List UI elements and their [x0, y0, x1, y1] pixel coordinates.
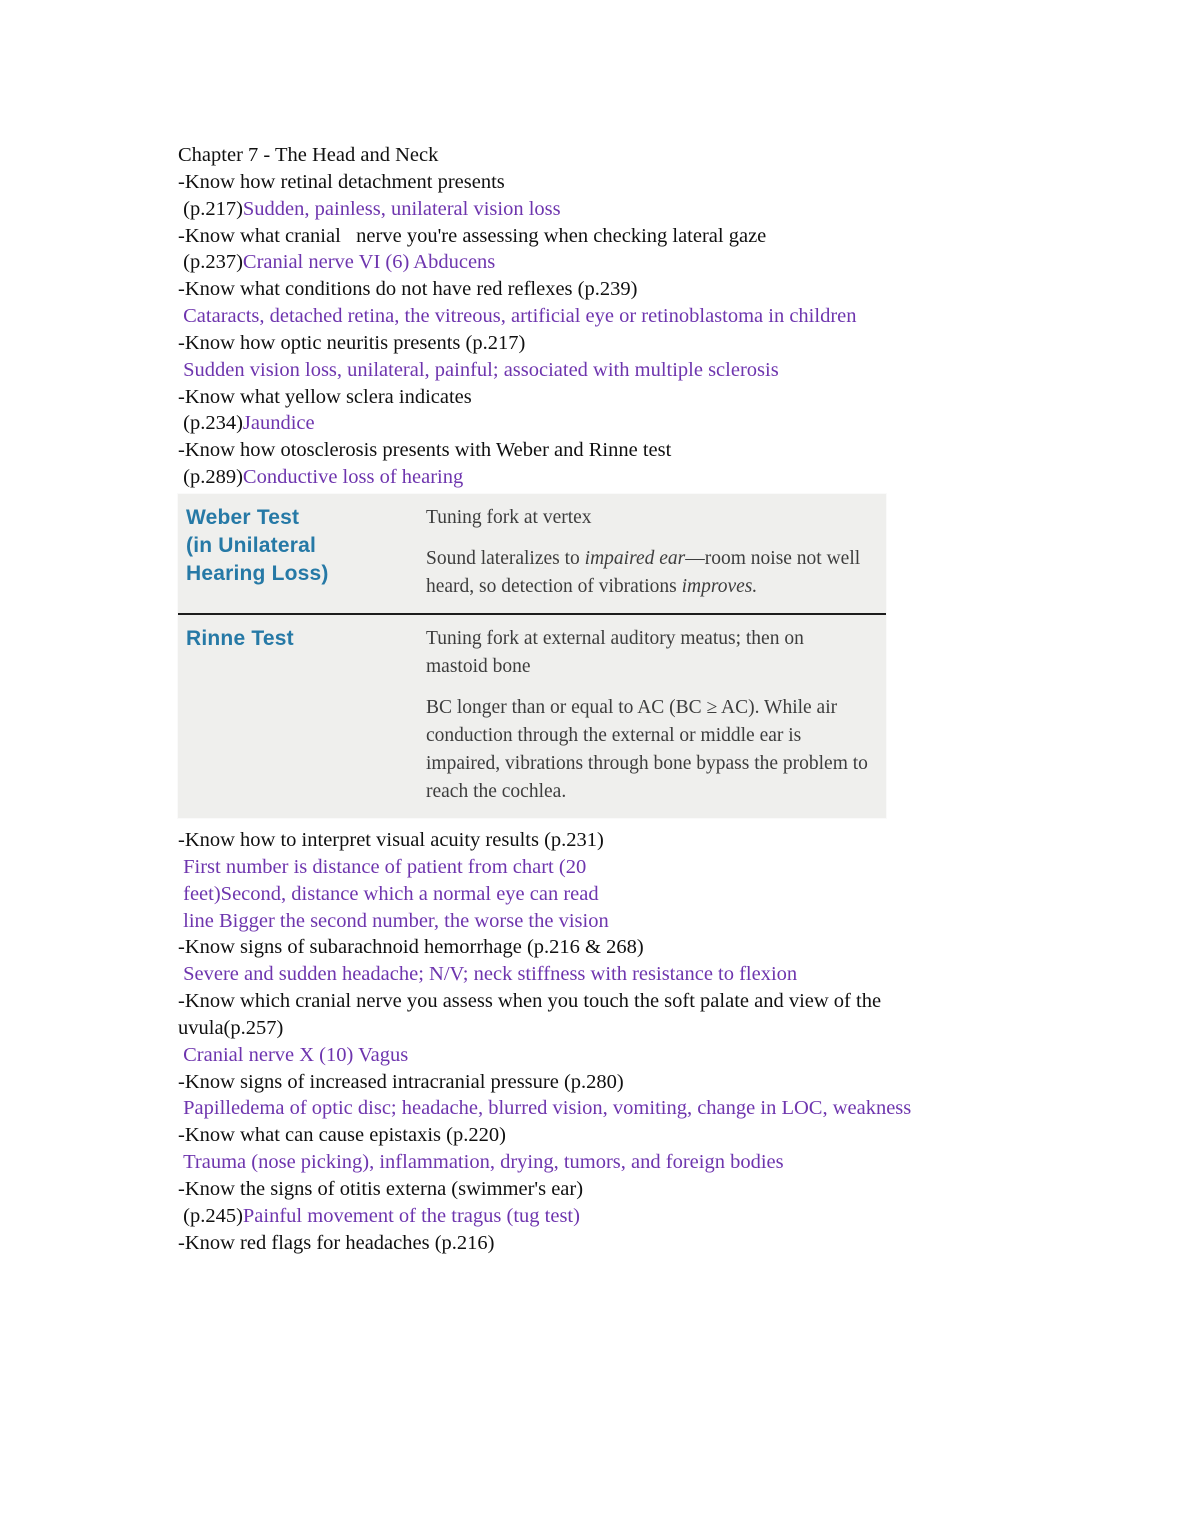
answer-line — [178, 1095, 1040, 1122]
rinne-test-heading — [186, 625, 426, 806]
question-line — [178, 827, 1040, 854]
question-text: -Know what conditions do not have red reflexes (p.239) — [178, 278, 638, 301]
question-text: -Know which cranial nerve you assess when you touch the soft palate and view of the — [178, 990, 882, 1013]
question-line — [178, 988, 1040, 1015]
answer-text: First number is distance of patient from chart (20 — [178, 855, 587, 878]
answer-text: Sudden, painless, unilateral vision loss — [242, 197, 561, 220]
answer-line — [178, 908, 1040, 935]
question-text: -Know how to interpret visual acuity results (p.231) — [178, 828, 604, 851]
question-line — [178, 934, 1040, 961]
weber-result-text — [426, 545, 870, 601]
answer-line — [178, 303, 1040, 330]
answer-line — [178, 961, 1040, 988]
question-text: (p.217) — [178, 197, 243, 220]
answer-text: Cataracts, detached retina, the vitreous, artificial eye or retinoblastoma in children — [178, 305, 857, 328]
question-text: (p.237) — [178, 251, 243, 274]
question-line — [178, 384, 1040, 411]
question-text: -Know signs of increased intracranial pressure (p.280) — [178, 1070, 624, 1093]
question-text: uvula(p.257) — [178, 1016, 284, 1039]
question-text: -Know red flags for headaches (p.216) — [178, 1231, 495, 1254]
question-line — [178, 330, 1040, 357]
answer-text: Papilledema of optic disc; headache, blurred vision, vomiting, change in LOC, weakness — [178, 1097, 912, 1120]
question-line — [178, 276, 1040, 303]
answer-text: Painful movement of the tragus (tug test) — [242, 1204, 580, 1227]
question-text: (p.245) — [178, 1204, 243, 1227]
answer-text: Conductive loss of hearing — [242, 466, 464, 489]
question-text: (p.234) — [178, 412, 243, 435]
weber-result-part: —room noise not well heard, so detection of vibrations — [426, 547, 861, 597]
answer-line — [178, 881, 1040, 908]
answer-line — [178, 1042, 1040, 1069]
weber-rinne-table-image — [178, 494, 886, 818]
rinne-result-text: BC longer than or equal to AC (BC ≥ AC). While air conduction through the external or middle ear is impaired, vibrations through bone bypass the problem to reach the cochlea. — [426, 696, 868, 802]
question-text: -Know how optic neuritis presents (p.217) — [178, 331, 526, 354]
notes-section-bottom — [178, 827, 1040, 1257]
weber-result-part-italic: impaired ear — [584, 547, 686, 569]
question-text: -Know signs of subarachnoid hemorrhage (p.216 & 268) — [178, 936, 644, 959]
answer-line — [178, 249, 1040, 276]
answer-text: Severe and sudden headache; N/V; neck stiffness with resistance to flexion — [178, 963, 798, 986]
answer-text: line Bigger the second number, the worse the vision — [178, 909, 609, 932]
rinne-test-row — [178, 615, 886, 818]
question-text: -Know what yellow sclera indicates — [178, 385, 472, 408]
notes-section-top — [178, 142, 1040, 491]
answer-line — [178, 854, 1040, 881]
weber-test-description — [426, 504, 874, 601]
question-text: -Know how retinal detachment presents — [178, 170, 505, 193]
question-line — [178, 223, 1040, 250]
weber-heading-line: Weber Test — [186, 505, 300, 529]
answer-text: feet)Second, distance which a normal eye can read — [178, 882, 599, 905]
weber-test-row — [178, 494, 886, 613]
answer-text: Cranial nerve VI (6) Abducens — [242, 251, 496, 274]
question-line — [178, 1122, 1040, 1149]
question-line — [178, 1176, 1040, 1203]
question-line — [178, 169, 1040, 196]
answer-text: Sudden vision loss, unilateral, painful; associated with multiple sclerosis — [178, 358, 779, 381]
notes-page — [178, 142, 1040, 1256]
question-text: -Know the signs of otitis externa (swimmer's ear) — [178, 1177, 584, 1200]
question-text: -Know how otosclerosis presents with Weber and Rinne test — [178, 439, 672, 462]
answer-text: Cranial nerve X (10) Vagus — [178, 1043, 409, 1066]
weber-heading-line: (in Unilateral — [186, 533, 316, 557]
weber-test-heading — [186, 504, 426, 601]
answer-text: Trauma (nose picking), inflammation, drying, tumors, and foreign bodies — [178, 1151, 784, 1174]
answer-text: Jaundice — [242, 412, 315, 435]
answer-line — [178, 1203, 1040, 1230]
answer-line — [178, 1149, 1040, 1176]
question-text: -Know what can cause epistaxis (p.220) — [178, 1124, 506, 1147]
answer-line — [178, 196, 1040, 223]
rinne-test-description — [426, 625, 874, 806]
weber-result-part-italic: improves. — [681, 575, 758, 597]
question-line-continuation — [178, 1015, 1040, 1042]
question-text: Chapter 7 - The Head and Neck — [178, 144, 439, 166]
question-line — [178, 1069, 1040, 1096]
question-line — [178, 437, 1040, 464]
question-text: (p.289) — [178, 466, 243, 489]
answer-line — [178, 464, 1040, 491]
question-text: -Know what cranial nerve you're assessing when checking lateral gaze — [178, 224, 767, 247]
question-line — [178, 1230, 1040, 1257]
document-title — [178, 142, 1040, 169]
weber-heading-line: Hearing Loss) — [186, 561, 329, 585]
weber-procedure-text: Tuning fork at vertex — [426, 506, 592, 528]
answer-line — [178, 357, 1040, 384]
rinne-heading-line: Rinne Test — [186, 626, 294, 650]
answer-line — [178, 410, 1040, 437]
weber-result-part: Sound lateralizes to — [426, 547, 585, 569]
rinne-procedure-text: Tuning fork at external auditory meatus; then on mastoid bone — [426, 627, 804, 677]
